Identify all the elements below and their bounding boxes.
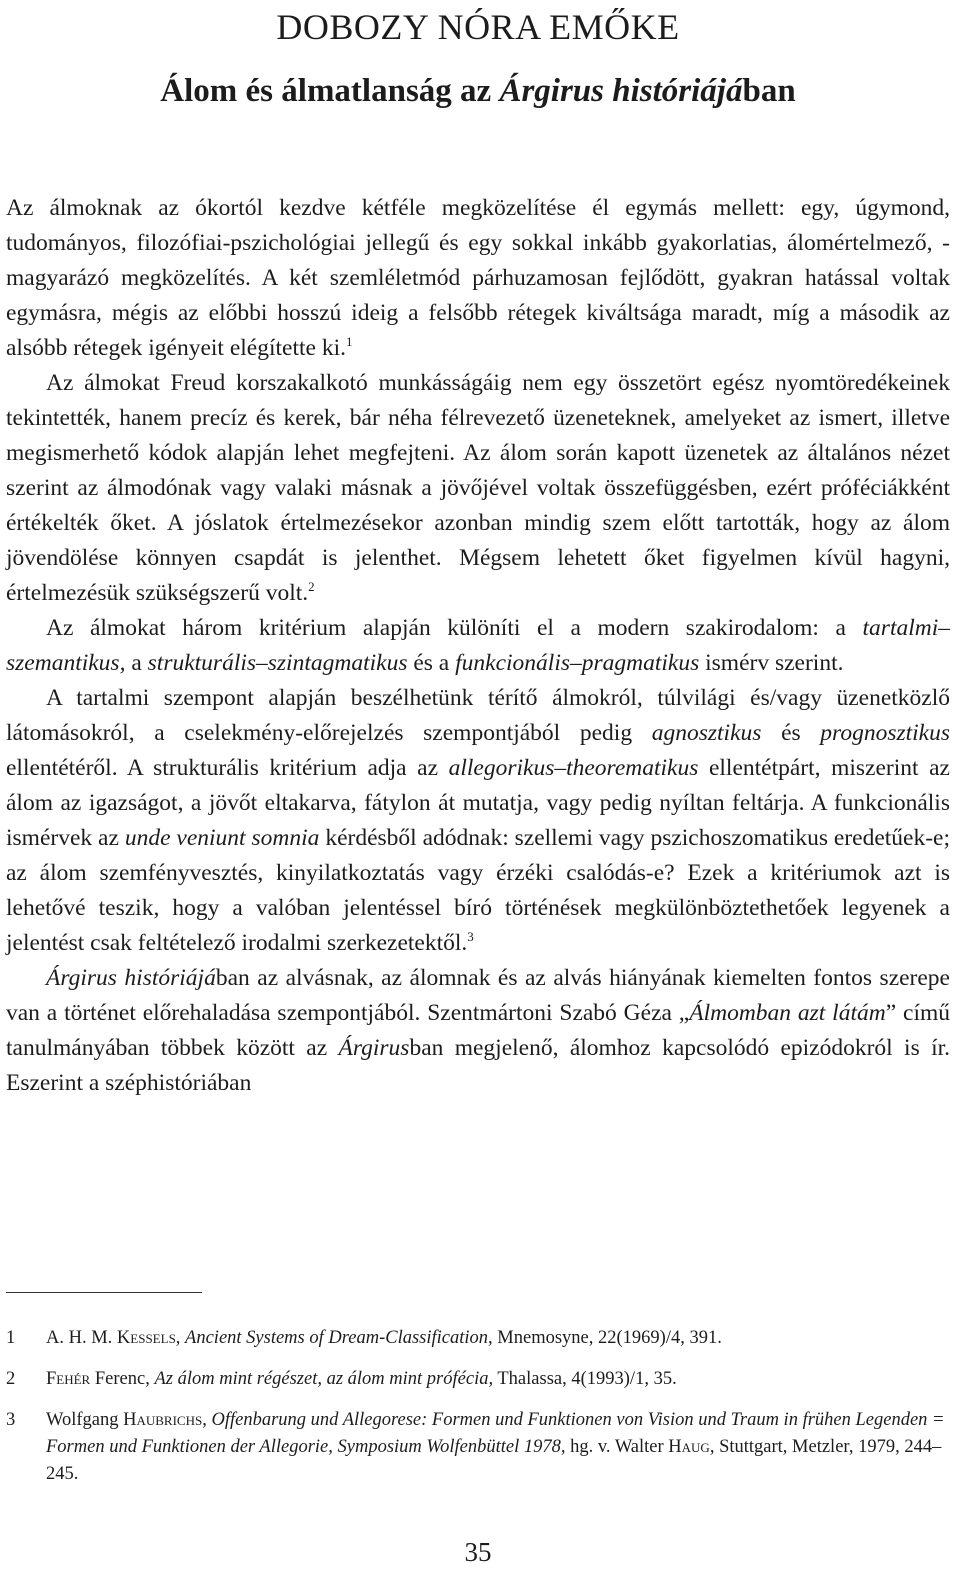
footnote-work-title: Az álom mint régészet, az álom mint prófécia,: [154, 1369, 494, 1389]
paragraph-text: ” című tanulmányában többek között az: [6, 1000, 950, 1061]
paragraph-4: [6, 681, 950, 961]
footnote-ref[interactable]: 1: [345, 334, 353, 350]
paragraph-text: Az álmokat három kritérium alapján különíti el a modern szakirodalom: a: [46, 615, 863, 641]
italic-term: unde veniunt somnia: [124, 825, 320, 851]
paragraph-text: ban az alvásnak, az álomnak és az alvás hiányának kiemelten fontos szerepe van a történet előrehaladása szempontjából. Szentmártoni Szabó Géza „: [6, 965, 950, 1026]
paragraph-text: A tartalmi szempont alapján beszélhetünk térítő álmokról, túlvilági és/vagy üzenetközlő látomásokról, a cselekmény-előrejelzés szempontjából pedig: [6, 685, 950, 746]
footnote-2: [6, 1366, 950, 1393]
italic-term: Árgirus: [338, 1035, 410, 1061]
paragraph-text: Az álmoknak az ókortól kezdve kétféle megközelítése él egymás mellett: egy, úgymond, tudományos, filozófiai-pszichológiai jellegű és egy sokkal inkább gyakorlatias, álomértelmező, -magyarázó megközelítés. A két szemléletmód párhuzamosan fejlődött, gyakran hatással voltak egymásra, mégis az előbbi hosszú ideig a felsőbb rétegek kiváltsága maradt, míg a második az alsóbb rétegek igényeit elégítette ki.: [6, 195, 950, 361]
footnote-author: Haubrichs: [123, 1410, 203, 1430]
footnote-part: Thalassa, 4(1993)/1, 35.: [493, 1369, 677, 1389]
italic-term: allegorikus–theorematikus: [448, 755, 699, 781]
title-italic: Árgirus históriájá: [499, 73, 743, 109]
footnote-ref[interactable]: 3: [467, 929, 474, 945]
footnote-part: ,: [202, 1410, 212, 1430]
italic-term: Árgirus históriájá: [46, 965, 216, 991]
footnote-divider: [6, 1292, 202, 1293]
footnote-part: Ferenc,: [90, 1369, 155, 1389]
page-number: 35: [464, 1537, 492, 1567]
paragraph-text: és: [761, 720, 821, 746]
footnote-number: 3: [6, 1410, 16, 1430]
paragraph-text: ban megjelenő, álomhoz kapcsolódó epizódokról is ír. Eszerint a széphistóriában: [6, 1035, 950, 1096]
footnote-ref[interactable]: 2: [308, 579, 315, 595]
footnote-part: hg. v. Walter: [565, 1437, 669, 1457]
footnote-part: ,: [175, 1328, 186, 1348]
footnote-number: 2: [6, 1369, 16, 1389]
footnote-work-title: Offenbarung und Allegorese: Formen und Funktionen von Vision und Traum in frühen Legenden = Formen und Funktionen der Allegorie, Symposium Wolfenbüttel 1978,: [46, 1410, 945, 1457]
footnote-part: , Stuttgart, Metzler, 1979, 244–245.: [46, 1437, 942, 1484]
italic-term: Álmomban azt látám: [689, 1000, 886, 1026]
paragraph-text: ellentétéről. A strukturális kritérium adja az: [6, 755, 449, 781]
paragraph-text: kérdésből adódnak: szellemi vagy pszichoszomatikus eredetűek-e; az álom szemfényvesztés, kinyilatkoztatás vagy érzéki csalódás-e? Ezek a kritériumok azt is lehetővé teszik, hogy a valóban jelentéssel bíró történések megkülönböztethetőek legyenek a jelentést csak feltételező irodalmi szerkezetektől.: [6, 825, 950, 956]
footnote-author: Kessels: [116, 1328, 176, 1348]
footnote-1: [6, 1325, 950, 1352]
paragraph-3: [6, 611, 950, 681]
paragraph-1: [6, 191, 950, 366]
footnotes: [6, 1325, 950, 1502]
footnote-text: [46, 1407, 950, 1488]
footnote-text: [46, 1325, 950, 1352]
footnote-3: [6, 1407, 950, 1488]
paragraph-text: Az álmokat Freud korszakalkotó munkásságáig nem egy összetört egész nyomtöredékeinek tekintették, hanem precíz és kerek, bár néha félrevezető üzeneteknek, amelyeket az ismert, illetve megismerhető kódok alapján lehet megfejteni. Az álom során kapott üzenetek az általános nézet szerint az álmodónak vagy valaki másnak a jövőjével voltak összefüggésben, ezért próféciákként értékelték őket. A jóslatok értelmezésekor azonban mindig szem előtt tartották, hogy az álom jövendölése könnyen csapdát is jelenthet. Mégsem lehetett őket figyelmen kívül hagyni, értelmezésük szükségszerű volt.: [6, 370, 950, 606]
footnote-editor: Haug: [668, 1437, 710, 1457]
title-part: Álom és álmatlanság az: [160, 73, 500, 109]
footnote-part: A. H. M.: [46, 1328, 117, 1348]
article-title: [6, 73, 950, 110]
author-name: DOBOZY NÓRA EMŐKE: [276, 7, 680, 47]
italic-term: tartalmi–szemantikus,: [6, 615, 950, 676]
footnote-part: Mnemosyne, 22(1969)/4, 391.: [492, 1328, 722, 1348]
footnote-work-title: Ancient Systems of Dream-Classification,: [185, 1328, 493, 1348]
paragraph-5: [6, 961, 950, 1101]
italic-term: funkcionális–pragmatikus: [455, 650, 700, 676]
paragraph-text: ellentétpárt, miszerint az álom az igazságot, a jövőt eltakarva, fátylon át mutatja, vagy pedig nyíltan feltárja. A funkcionális ismérvek az: [6, 755, 950, 851]
italic-term: agnosztikus: [651, 720, 762, 746]
footnote-author: Fehér: [46, 1369, 91, 1389]
footnote-text: [46, 1366, 950, 1393]
paragraph-2: [6, 366, 950, 611]
footnote-number: 1: [6, 1328, 16, 1348]
paragraph-text: ismérv szerint.: [699, 650, 844, 676]
footnote-part: Wolfgang: [46, 1410, 124, 1430]
title-suffix: ban: [742, 73, 796, 109]
italic-term: prognosztikus: [820, 720, 950, 746]
italic-term: strukturális–szintagmatikus: [147, 650, 408, 676]
paragraph-text: és a: [407, 650, 456, 676]
article-body: [6, 191, 950, 1101]
paragraph-text: a: [125, 650, 148, 676]
